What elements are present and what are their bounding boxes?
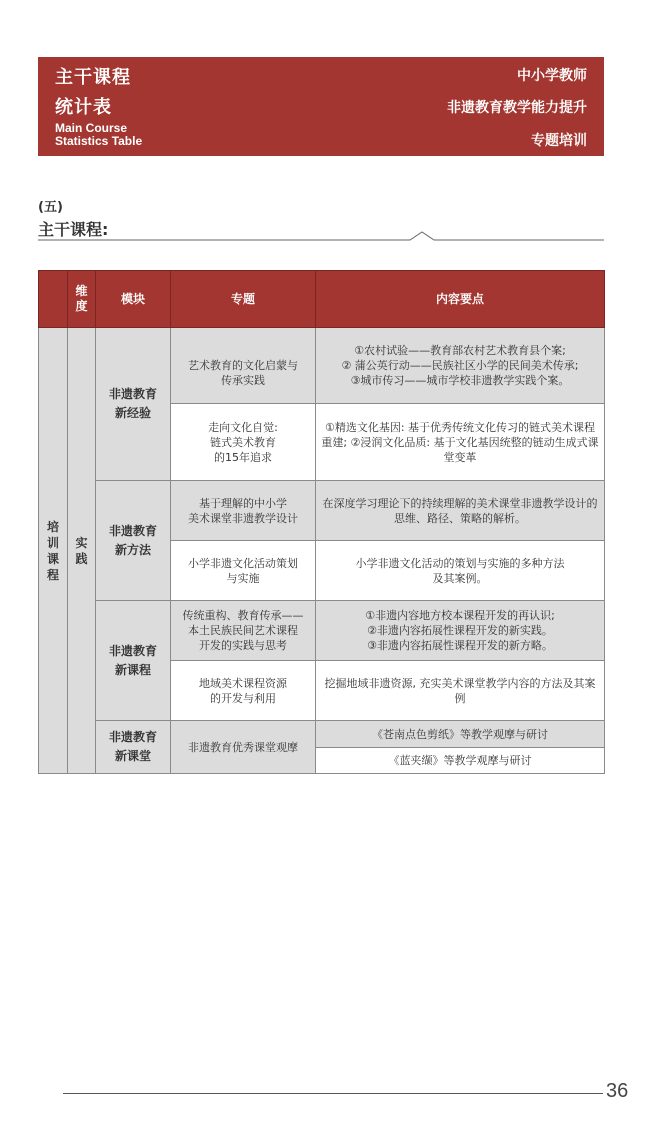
- table-row: [39, 481, 605, 541]
- header-cell-module: 模块: [96, 271, 171, 328]
- topic-cell: 走向文化自觉: 链式美术教育 的15年追求: [171, 404, 316, 481]
- content-cell: 挖掘地域非遗资源, 充实美术课堂教学内容的方法及其案例: [316, 661, 605, 721]
- course-table: [38, 270, 605, 774]
- banner-title-line2: 统计表: [55, 97, 112, 118]
- page-number: 36: [606, 1080, 629, 1102]
- module-cell: [96, 601, 171, 721]
- topic-title: 艺术教育的文化启蒙与传承实践: [188, 359, 298, 387]
- module-name: 非遗教育新经验: [108, 387, 157, 420]
- banner-subtitle-en-line2: Statistics Table: [55, 134, 143, 148]
- topic-cell: 小学非遗文化活动策划 与实施: [171, 541, 316, 601]
- section-number: (五): [38, 200, 63, 215]
- content-cell: 小学非遗文化活动的策划与实施的多种方法 及其案例。: [316, 541, 605, 601]
- content-cell: 《苍南点色剪纸》等教学观摩与研讨: [316, 721, 605, 748]
- module-name: 非遗教育新方法: [108, 523, 157, 557]
- banner-subtitle-en: [55, 122, 142, 148]
- content-cell: ①非遗内容地方校本课程开发的再认识; ②非遗内容拓展性课程开发的新实践。 ③非遗内容拓展性课程开发的新方略。: [316, 601, 605, 661]
- section-divider: [38, 228, 604, 244]
- module-cell: [96, 328, 171, 481]
- banner-subtitle-en-line1: Main Course: [55, 121, 128, 135]
- header-banner: [38, 57, 604, 156]
- header-cell-content: 内容要点: [316, 271, 605, 328]
- content-cell: ①精选文化基因: 基于优秀传统文化传习的链式美术课程重建; ②浸润文化品质: 基于文化基因统整的链动生成式课堂变革: [316, 404, 605, 481]
- table-row: [39, 328, 605, 404]
- content-cell: ①农村试验——教育部农村艺术教育县个案; ② 蒲公英行动——民族社区小学的民间美术传承; ③城市传习——城市学校非遗教学实践个案。: [316, 328, 605, 404]
- module-cell: [96, 721, 171, 774]
- topic-cell: [171, 328, 316, 404]
- dimension-cell: [68, 328, 96, 774]
- banner-right-line2: 非遗教育教学能力提升: [447, 100, 587, 116]
- topic-cell: 地域美术课程资源 的开发与利用: [171, 661, 316, 721]
- category-cell: [39, 328, 68, 774]
- topic-cell: 传统重构、教育传承—— 本土民族民间艺术课程 开发的实践与思考: [171, 601, 316, 661]
- table-row: [39, 721, 605, 748]
- topic-cell: 基于理解的中小学 美术课堂非遗教学设计: [171, 481, 316, 541]
- banner-right-line3: 专题培训: [531, 133, 587, 149]
- footer-line: [63, 1093, 603, 1094]
- header-dimension-text: 维度: [75, 284, 88, 313]
- module-cell: [96, 481, 171, 601]
- module-name: 非遗教育新课程: [108, 643, 157, 677]
- content-cell: 在深度学习理论下的持续理解的美术课堂非遗教学设计的思维、路径、策略的解析。: [316, 481, 605, 541]
- header-cell-dimension: [68, 271, 96, 328]
- content-cell: 《蓝夹缬》等教学观摩与研讨: [316, 748, 605, 774]
- table-header-row: [39, 271, 605, 328]
- section-title: 主干课程:: [38, 220, 109, 239]
- dimension-text: 实践: [75, 535, 88, 566]
- table-row: [39, 601, 605, 661]
- category-text: 培训课程: [46, 519, 59, 582]
- topic-cell: 非遗教育优秀课堂观摩: [171, 721, 316, 774]
- header-cell-topic: 专题: [171, 271, 316, 328]
- module-name: 非遗教育新课堂: [108, 730, 157, 763]
- header-cell-blank: [39, 271, 68, 328]
- banner-title-line1: 主干课程: [55, 67, 131, 88]
- banner-right-line1: 中小学教师: [517, 68, 587, 84]
